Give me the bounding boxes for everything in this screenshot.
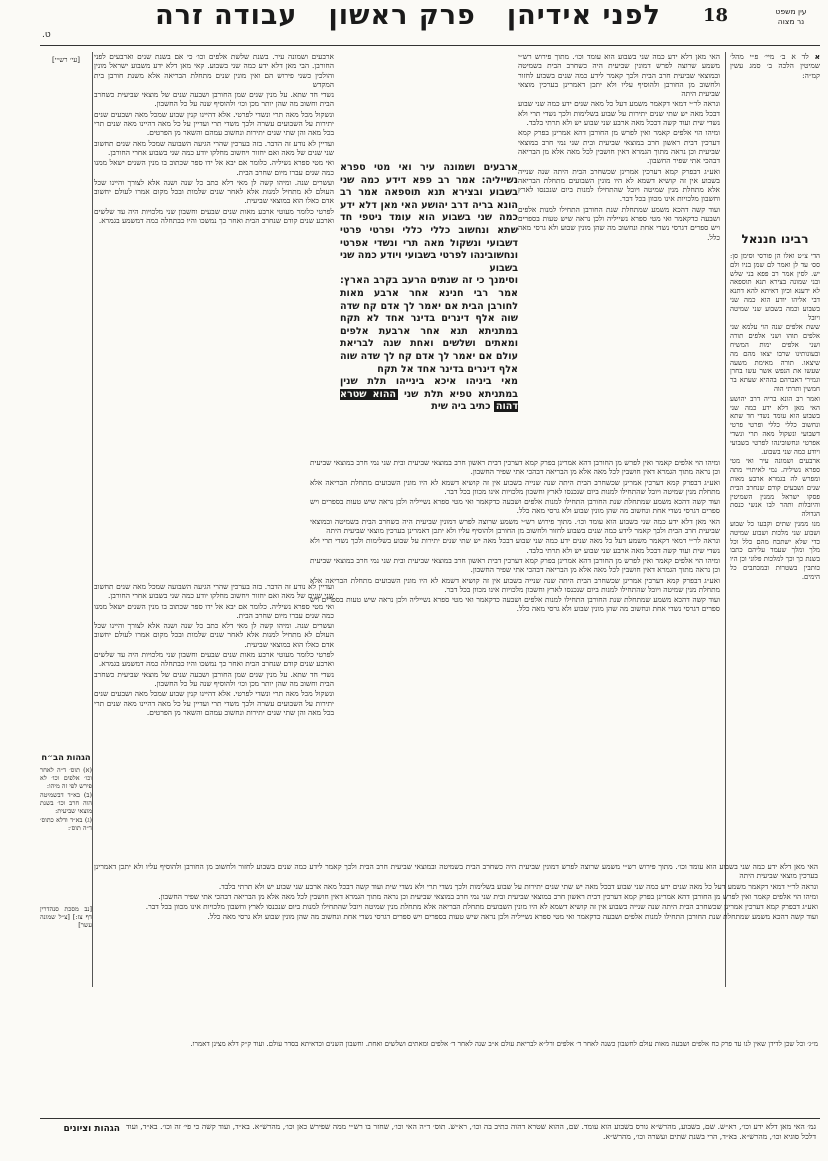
tosafot-paragraph: האי מאן דלא ידע כמה שני בשבוע הוא עומד וכו׳. מתוך פירוש רש״י משמע שרוצה לפרש דמונין שביעית היה כשחרב הבית בשמיטה ובמוצאי שביעית חרב הבית ולכך קאמר לידע כמה שנים בשבוע לחזור ולחשוב מן החורבן ולהוסיף עליו ולא יתכן דאמרינן בערכין מוצאי שביעית היתה [94,862,818,881]
tosafot-block [518,52,720,407]
tosafot-paragraph: ונראה לר״י דמאי דקאמר משמע דעל כל מאה שנים ידע כמה שני שבוע דבכל מאה יש שתי שנים יתירות על שבוע בשלימות ולכך נשדי תרי ולא נשדי שית ועוד קשה דבכל מאה ארבע שני שבוע יש ולא תרתי בלבד. [218,881,818,891]
page-number: 18 [702,5,728,26]
rashi-paragraph: לפרטי כלומר מעוטי ארבע מאות שנים שבעים וחשבון שני מלכויות היה עד שלשים וארבע שנים קודם שנחרב הבית ואחר כך נמשכו והיו כבתחלה כמה דמשמע בגמרא. [94,650,334,669]
bottom-commentary [94,862,818,1034]
hagahot-habach-list [40,766,92,838]
header-rule [40,45,820,46]
rabbeinu-chananel-paragraph: ואמר רב הונא בריה דרב יהושע האי מאן דלא ידע כמה שני בשבוע הוא עומד נשדי חד שתא ונחשוב כללי כללי ופרטי פרטי דשבועי ונשקול מאה תרי ונשדי אפרטי ונחשובינהו לפרטי בשבועי ויודע כמה שני בשבוע. [730,394,820,456]
rashi-paragraph: נשדי חד שתא. על מנין שנים שמן החורבן ושבעה שנים של מוצאי שביעית כשחרב הבית וחשוב מה שהן יותר מכן וכו׳ ולהוסיף שנה על כל החשבון. [94,669,334,688]
tosafot-paragraph: ונראה לר״י דמאי דקאמר משמע דעל כל מאה שנים ידע כמה שני שבוע דבכל מאה יש שתי שנים יתירות על שבוע בשלימות ולכך נשדי תרי ולא נשדי שית ועוד קשה דבכל מאה ארבע שני שבוע יש ולא תרתי בלבד. [310,536,720,555]
rabbeinu-chananel-paragraph: מנו ממנין שתים וקבעו כל שבוע ושבוע שני מלכות ושבוע שמיטה כדי שלא ישתכח מהם כלל וכל מלך ומלך שעמד עליהם כתבו בשנת כך וכך למלכות פלוני וכן היו כותבין בשטרות ובמכתבים כל הימים. [730,519,820,581]
footer-notes: גמ׳ האי מאן דלא ידע וכו׳, רא״ש. שם, בשבוע, מהרש״א גורס בשבוע הוא עומד. שם, ההוא שטרא דהוה כתיב בה וכו׳, רא״ש. תוס׳ ד״ה האי וכו׳, שחזר בו רש״י ממה שפירש כאן וכו׳, מהרש״א. בא״ד, ועוד קשה כי פי׳ זה וכו׳. בא״ד, ועוד דלכל סוגיא וכו׳, מהרש״א. בא״ד, הרי בשנת שתים ועשרה וכו׳, מהרש״א. [126,1122,816,1141]
rashi-paragraph: ועשרים שנה. ומיהו קשה לן מאי דלא כתב כל שנה ושנה אלא לצורך והיינו שכל העולם לא מתחיל למנות אלא לאחר שנים שלמות ובכל מקום אמרו לעולם יחשוב אדם כאלו הוא במוצאי שביעית. [94,621,334,649]
hagahot-item: (ב) בא״ד דבשמיטה הוה חרב וכו׳ בשנת מוצאי שביעית: [40,791,92,815]
rashi-continued [94,582,334,858]
tosafot-paragraph: ואע״ג דבפרק קמא דערכין אמרינן שכשחרב הבית היתה שנה שנייה בשבוע אין זה קושיא דשמא לא היו מונין השבועים מתחלת הבריאה אלא מתחלת מנין שמיטה ויובל שהתחילו למנות ביום שנכנסו לארץ וחשבון מלכויות אינו מכוון בכל דבר. [310,477,720,496]
tosafot-paragraph: ומיהו הוי אלפים קאמר ואין לפרש מן החורבן דהא אמרינן בפרק קמא דערכין דבית ראשון חרב במוצאי שביעית ובית שני נמי חרב במוצאי שביעית וכן נראה מתוך הגמרא דאין חושבין לכל מאה אלא מן הבריאה דבהכי אתי שפיר החשבון. [158,891,818,901]
rashi-paragraph: ועשרים שנה. ומיהו קשה לן מאי דלא כתב כל שנה ושנה אלא לצורך והיינו שכל העולם לא מתחיל למנות אלא לאחר שנים שלמות ובכל מקום אמרו לעולם יחשוב אדם כאלו הוא במוצאי שביעית. [94,177,334,206]
tosafot-paragraph: ואע״ג דבפרק קמא דערכין אמרינן שכשחרב הבית היתה שנה שנייה בשבוע אין זה קושיא דשמא לא היו מונין השבועים מתחלת הבריאה אלא מתחלת מנין שמיטה ויובל שהתחילו למנות ביום שנכנסו לארץ וחשבון מלכויות אינו מכוון בכל דבר. [310,575,720,594]
tosafot-paragraph: ומיהו הוי אלפים קאמר ואין לפרש מן החורבן דהא אמרינן בפרק קמא דערכין דבית ראשון חרב במוצאי שביעית ובית שני נמי חרב במוצאי שביעית וכן נראה מתוך הגמרא דאין חושבין לכל מאה אלא מן הבריאה דבהכי אתי שפיר החשבון. [310,458,720,477]
rashi-paragraph: ונשקול מכל מאה תרי ונשדי לפרטי. אלא דהיינו קנין שבוע שמכל מאה ושבעים שנים יתירות על השבועים עשרה ולכך משדי תרי ועדיין על כל מאה דהיינו מאה שנים תרי בכל מאה והן שתי שנים יתירות ונחשוב עמהם והשאר מן הפרטים. [94,689,334,717]
tosafot-paragraph: האי מאן דלא ידע כמה שני בשבוע הוא עומד וכו׳. מתוך פירוש רש״י משמע שרוצה לפרש דמונין שביעית היה כשחרב הבית בשמיטה ובמוצאי שביעית חרב הבית ולכך קאמר לידע כמה שנים בשבוע לחזור ולחשוב מן החורבן ולהוסיף עליו ולא יתכן דאמרינן בערכין מוצאי שביעית היתה [310,516,720,536]
tosafot-paragraph: ואע״ג דבפרק קמא דערכין אמרינן שכשחרב הבית היתה שנה שנייה בשבוע אין זה קושיא דשמא לא היו מונין השבועים מתחלת הבריאה אלא מתחלת מנין שמיטה ויובל שהתחילו למנות ביום שנכנסו לארץ וחשבון מלכויות אינו מכוון בכל דבר. [145,902,818,912]
gilyon-hashas: [נב מסכת סנהדרין דף צז:] [צ״ל שמונה עשר] [40,905,92,929]
daf-marker: ט. [42,30,51,40]
ein-mishpat-label: עין משפט נר מצוה [775,7,807,26]
gemara-paragraph: וסימנך כי זה שנתים הרעב בקרב הארץ: אמר רבי חנינא אחר ארבע מאות לחורבן הבית אם יאמר לך אדם קח שדה שוה אלף דינרים בדינר אחד לא תקח במתניתא תנא אחר ארבעת אלפים ומאתים ושלשים ואחת שנה לבריאת עולם אם יאמר לך אדם קח לך שדה שוה אלף דינרים בדינר אחד אל תקח [340,275,518,375]
gemara-paragraph: ארבעים ושמונה עיר ואי מטי ספרא נשייליה: אמר רב פפא דידע כמה שני בשבוע ובצירא תנא תוספאה אמר רב הונא בריה דרב יהושע האי מאן דלא ידע כמה שני בשבוע הוא עומד ניטפי חד שתא ונחשוב כללי כללי ופרטי פרטי דשבועי ונשקול מאה תרי ונשדי אפרטי ונחשובינהו לפרטי בשבועי ויודע כמה שני בשבוע [340,162,518,274]
rashi-paragraph: ארבעים ושמונה עיר. בשנת שלשת אלפים וכו׳ כי אם בשנת שנים וארבעים לפני החורבן. הבי מאן דלא ידע כמה שני בשבוע. קאי מאן דלא ידע משבוע ישראל מונין והולכין כשני פירוש הם ואין מונין שנים מתחלת הבריאה אלא משנת חורבן בית המקדש [94,52,334,89]
ein-mishpat-marker: א [814,52,820,61]
ein-mishpat-entry [730,52,820,152]
rashi-paragraph: ונשקול מכל מאה תרי ונשדי לפרטי. אלא דהיינו קנין שבוע שמכל מאה ושבעים שנים יתירות על השבועים עשרה ולכך משדי תרי ועדיין על כל מאה דהיינו מאה שנים תרי בכל מאה והן שתי שנים יתירות ונחשוב עמהם והשאר מן הפרטים. [94,109,334,138]
rashi-paragraph: לפרטי כלומר מעוטי ארבע מאות שנים שבעים וחשבון שני מלכויות היה עד שלשים וארבע שנים קודם שנחרב הבית ואחר כך נמשכו והיו כבתחלה כמה דמשמע בגמרא. [94,206,334,226]
right-margin-note: [עי׳ רש״י] [52,56,80,64]
tosafot-paragraph: ומיהו הוי אלפים קאמר ואין לפרש מן החורבן דהא אמרינן בפרק קמא דערכין דבית ראשון חרב במוצאי שביעית ובית שני נמי חרב במוצאי שביעית וכן נראה מתוך הגמרא דאין חושבין לכל מאה אלא מן הבריאה דבהכי אתי שפיר החשבון. [310,555,720,575]
tosafot-paragraph: ועוד קשה דהכא משמע שמתחלת שנת החורבן התחילו למנות אלפים ושבעה כדקאמר ואי מטי ספרא נשייליה ולכן נראה שיש טעות בספרים ויש ספרים דגרסי נשדי אחת ונחשוב מה שהן מונין שבוע ולא גרסי מאה כלל. [310,595,720,614]
rabbeinu-chananel-paragraph: ארבעים ושמונה עיר ואי מטי ספרא נשיליה. נמי לאיתויי מתה ומפרש לה בגמרא ארבע מאות שנים ושבעים קודם שנחרב הבית פסקו ישראל ממנין השמיטין והיובלות ותהר לבו אנשי כנסת הגדולה [730,457,820,519]
rashi-paragraph: ועדיין לא נודע זה הדבר. בזה בערכין שהרי הגיעה השבועה שמכל מאה שנים תחשוב שני שנים של מאה ואם יחזור ויחשוב מחלקו יודע כמה שני בשבוע אחרי החורבן. [94,582,334,601]
page-header [0,0,828,46]
tosafot-paragraph: ומיהו הוי אלפים קאמר ואין לפרש מן החורבן דהא אמרינן בפרק קמא דערכין דבית ראשון חרב במוצאי שביעית ובית שני נמי חרב במוצאי שביעית וכן נראה מתוך הגמרא דאין חושבין לכל מאה אלא מן הבריאה דבהכי אתי שפיר החשבון. [518,128,720,166]
gemara-highlight: ההוא שטרא דהוה [340,388,518,413]
page-title: לפני אידיהן פרק ראשון עבודה זרה [155,0,661,31]
rashi-paragraph: ועדיין לא נודע זה הדבר. בזה בערכין שהרי הגיעה השבועה שמכל מאה שנים תחשוב שני שנים של מאה ואם יחזור ויחשוב מחלקו יודע כמה שני בשבוע אחרי החורבן. [94,138,334,157]
gemara-block [340,162,518,452]
rashi-paragraph: ואי מטי ספרא נשיליה. כלומר אם יבא אל ידו ספר שכתוב בו מנין השנים ישאל ממנו כמה שנים עברו מיום שחרב הבית. [94,601,334,620]
tosafot-paragraph: ועוד קשה דהכא משמע שמתחלת שנת החורבן התחילו למנות אלפים ושבעה כדקאמר ואי מטי ספרא נשייליה ולכן נראה שיש טעות בספרים ויש ספרים דגרסי נשדי אחת ונחשוב מה שהן מונין שבוע ולא גרסי מאה כלל. [518,204,720,242]
footer-label: הגהות וציונים [63,1124,120,1134]
tosafot-paragraph: ואע״ג דבפרק קמא דערכין אמרינן שכשחרב הבית היתה שנה שנייה בשבוע אין זה קושיא דשמא לא היו מונין השבועים מתחלת הבריאה אלא מתחלת מנין שמיטה ויובל שהתחילו למנות ביום שנכנסו לארץ וחשבון מלכויות אינו מכוון בכל דבר. [518,166,720,204]
tosafot-paragraph: האי מאן דלא ידע כמה שני בשבוע הוא עומד וכו׳. מתוך פירוש רש״י משמע שרוצה לפרש דמונין שביעית היה כשחרב הבית בשמיטה ובמוצאי שביעית חרב הבית ולכך קאמר לידע כמה שנים בשבוע לחזור ולחשוב מן החורבן ולהוסיף עליו ולא יתכן דאמרינן בערכין מוצאי שביעית היתה [518,52,720,99]
rabbeinu-chananel-paragraph: הדי צ״ט ואלו הן פורסי וסימן סן: סס׳ עד לן ואמר לם שמן בניו ולם יש. לסין אמר רב פפא בני שלש ובני שמונה בצירא תנא תוספאה לא ידענא וכיון דאיתא להא דתנא דבי אליהו יודע הוא כמה שני בשבוע וכמה בשבוע שני שמיטה ויובל [730,252,820,322]
tosafot-continued [310,458,720,858]
rashi-paragraph: ואי מטי ספרא נשיליה. כלומר אם יבא אל ידו ספר שכתוב בו מנין השנים ישאל ממנו כמה שנים עברו מיום שחרב הבית. [94,158,334,177]
tosafot-paragraph: ועוד קשה דהכא משמע שמתחלת שנת החורבן התחילו למנות אלפים ושבעה כדקאמר ואי מטי ספרא נשייליה ולכן נראה שיש טעות בספרים ויש ספרים דגרסי נשדי אחת ונחשוב מה שהן מונין שבוע ולא גרסי מאה כלל. [207,912,818,922]
rashi-paragraph: נשדי חד שתא. על מנין שנים שמן החורבן ושבעה שנים של מוצאי שביעית כשחרב הבית וחשוב מה שהן יותר מכן וכו׳ ולהוסיף שנה על כל החשבון. [94,90,334,109]
gemara-paragraph-end: מאי ביניהו איכא בינייהו תלת שנין במתניתא טפיא תלת שני ההוא שטרא דהוה כתיב ביה שית [340,376,518,413]
hagahot-item: (א) תוס׳ ד״ה לאחר וכו׳ אלפים וכו׳ לא פירש לפי זה מיהו: [40,766,92,790]
tosafot-paragraph: ועוד קשה דהכא משמע שמתחלת שנת החורבן התחילו למנות אלפים ושבעה כדקאמר ואי מטי ספרא נשייליה ולכן נראה שיש טעות בספרים ויש ספרים דגרסי נשדי אחת ונחשוב מה שהן מונין שבוע ולא גרסי מאה כלל. [310,497,720,516]
rashi-block [94,52,334,577]
margin-divider [725,52,726,987]
hagahot-habach-heading: הגהות הב״ח [41,752,91,762]
rabbeinu-chananel-heading: רבינו חננאל [741,232,809,246]
hagahot-item: (ג) בא״ד ודלא כתוס׳ ד״ה תוס׳: [40,816,92,832]
rabbeinu-chananel-paragraph: ששת אלפים שנה הוי עלמא שני אלפים תוהו ושני אלפים תורה ושני אלפים ימות המשיח ובעונותינו שרבו יצאו מהם מה שיצאו. תורה מאימת משעה שעשו את הנפש אשר עשו בחרן וגמירי דאברהם בההיא שעתא בר חמשין ותרתי הוה [730,323,820,393]
ein-mishpat-ref: לד א ב׳ מיי׳ פ״י מהל׳ שמיטין הלכה ב׳ סמג עשין קמ״ה: [730,52,820,80]
footer-rule [40,1118,820,1119]
tosafot-paragraph: ונראה לר״י דמאי דקאמר משמע דעל כל מאה שנים ידע כמה שני שבוע דבכל מאה יש שתי שנים יתירות על שבוע בשלימות ולכך נשדי תרי ולא נשדי שית ועוד קשה דבכל מאה ארבע שני שבוע יש ולא תרתי בלבד. [518,99,720,128]
bottom-notes: מ״ג׳ וכל שכן לדידן שאין לנו עד פרק כח אלפים ושבעה מאות עולם לחשבון כשנה לאחר ד׳ אלפים ורל״א לבריאת עולם א״ב שנה לאחר ד׳ אלפים ומאתים ושלשים ואחת. וחשבון השנים וכדאיתא בסדר עולם. ועוד ק״ק דלא מצינן דאמרו. [190,1040,818,1048]
left-margin-divider [92,52,93,987]
